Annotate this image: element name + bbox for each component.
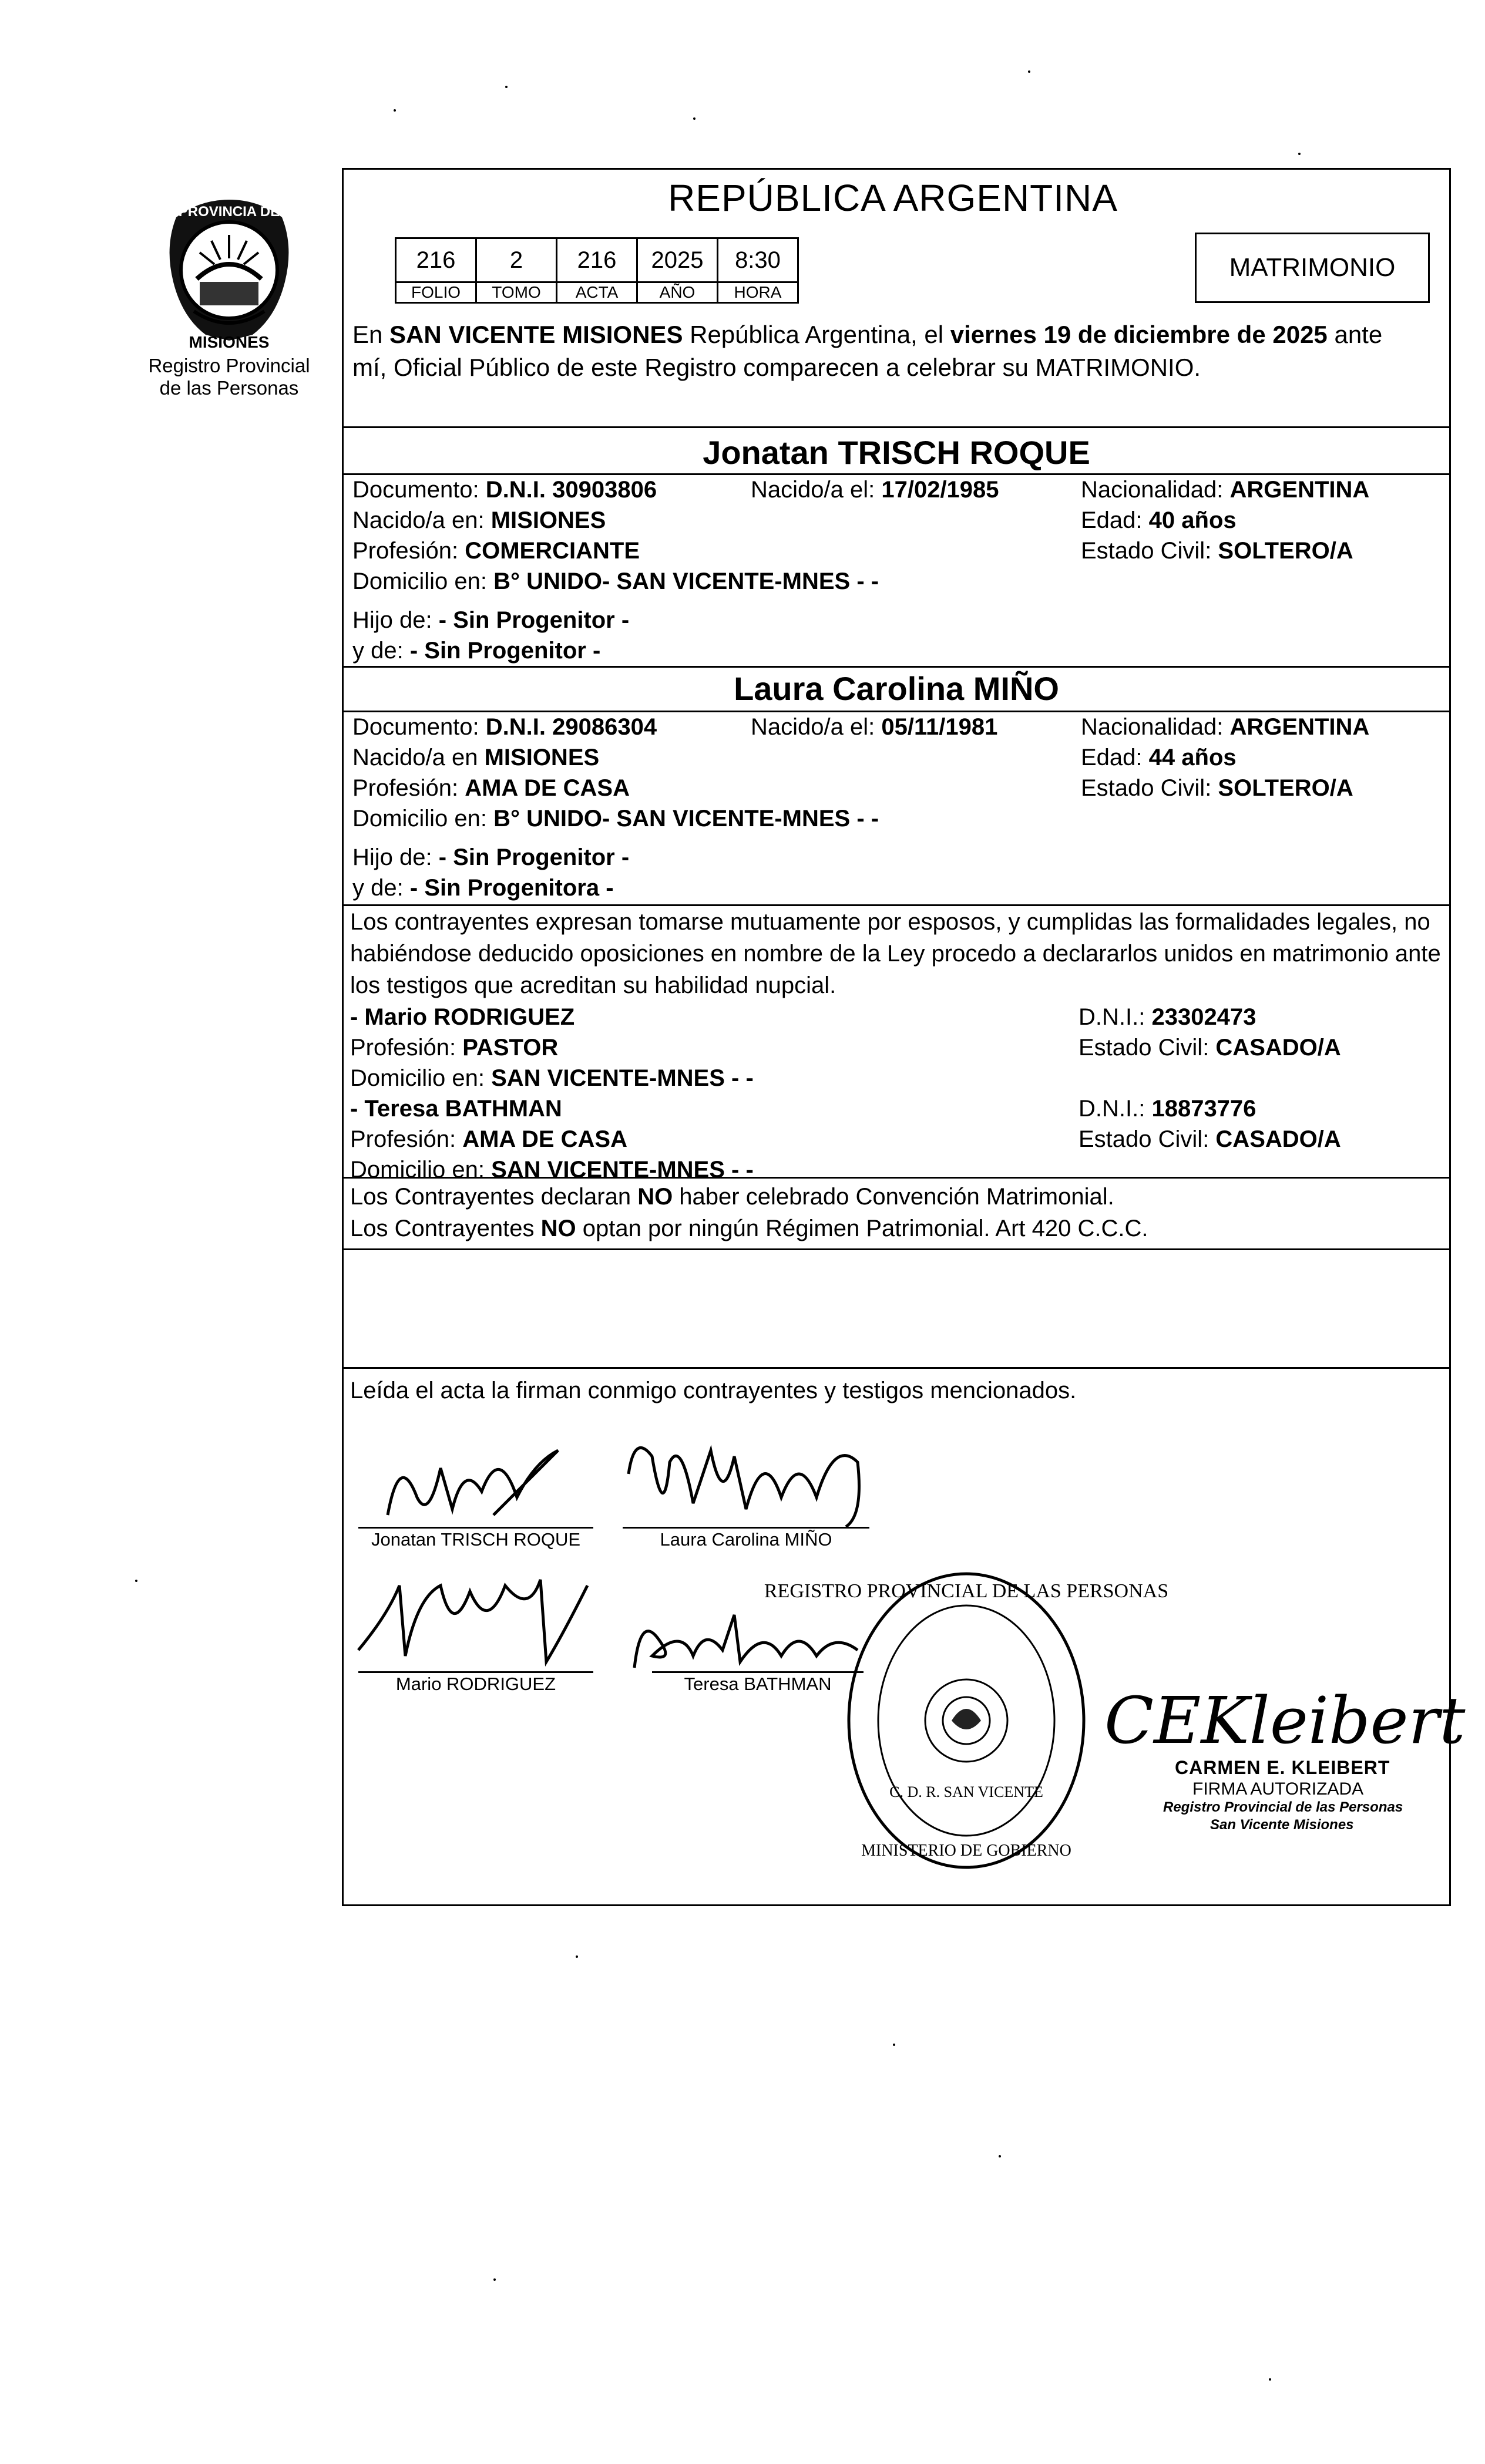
spouse1-nationality [1081,474,1369,505]
label: Estado Civil: [1079,1035,1216,1061]
label: D.N.I.: [1079,1096,1152,1122]
divider [342,1248,1451,1250]
label: y de: [352,875,410,901]
scan-speck [505,86,508,88]
value: D.N.I. 29086304 [485,714,657,740]
seal-text-top: PROVINCIA DE [178,204,280,220]
registry-label-line1: Registro Provincial [148,355,310,376]
value: AMA DE CASA [462,1126,627,1152]
signature-scribble [623,1603,869,1679]
witness1-profession [350,1032,558,1063]
stamp-ring-text: REGISTRO PROVINCIAL DE LAS PERSONAS [764,1580,1169,1602]
province-seal-icon [141,194,317,358]
scan-speck [576,1955,578,1958]
witness1-civil-status [1079,1032,1341,1063]
spouse2-address [352,803,879,834]
witness1-name: - Mario RODRIGUEZ [350,1004,575,1030]
value: SOLTERO/A [1218,538,1353,564]
spouse2-parent1 [352,842,629,873]
label: Edad: [1081,745,1149,770]
declaration-line-1: Los contrayentes expresan tomarse mutuamente por esposos, y cumplidas las formalidades legales, no [350,909,1430,935]
record-table [395,237,799,304]
signature-scribble [364,1427,599,1533]
label: Nacido/a en [352,745,485,770]
intro-line-2: mí, Oficial Público de este Registro comparecen a celebrar su MATRIMONIO. [352,354,1201,381]
anio-value: 2025 [637,238,718,282]
spouse2-parent2 [352,873,614,903]
label: Profesión: [350,1035,463,1061]
official-place: San Vicente Misiones [1210,1817,1354,1833]
divider [342,666,1451,668]
label: Profesión: [350,1126,463,1152]
label: Profesión: [352,775,465,801]
witness2-dni [1079,1093,1256,1124]
value: MISIONES [490,507,606,533]
spouse1-parent1 [352,605,629,635]
anio-label: AÑO [637,282,718,303]
value: AMA DE CASA [465,775,630,801]
witness2-name: - Teresa BATHMAN [350,1096,562,1122]
spouse2-birthplace [352,742,599,773]
label: Nacido/a el: [751,477,882,503]
signature-line [358,1527,593,1529]
value: SAN VICENTE-MNES - - [491,1157,754,1183]
signature-label-bride: Laura Carolina MIÑO [660,1529,832,1550]
signature-line [652,1671,864,1673]
intro-text: En [352,321,390,348]
page-title: REPÚBLICA ARGENTINA [668,177,1118,219]
scan-speck [1298,153,1301,155]
value: 17/02/1985 [881,477,999,503]
signature-scribble [352,1562,611,1679]
spouse2-civil-status [1081,773,1353,803]
acta-label: ACTA [557,282,637,303]
label: Nacido/a el: [751,714,882,740]
value: B° UNIDO- SAN VICENTE-MNES - - [493,568,879,594]
scan-speck [493,2278,496,2281]
text: Los Contrayentes [350,1216,541,1241]
spouse2-age [1081,742,1237,773]
value: CASADO/A [1215,1035,1341,1061]
label: Estado Civil: [1081,775,1218,801]
value: - Sin Progenitora - [409,875,614,901]
tomo-label: TOMO [476,282,557,303]
witness1-dni [1079,1002,1256,1032]
value: PASTOR [462,1035,559,1061]
value: 18873776 [1151,1096,1256,1122]
document-type-box: MATRIMONIO [1195,233,1430,303]
spouse1-birthplace [352,505,606,536]
spouse1-parent2 [352,635,600,666]
value: CASADO/A [1215,1126,1341,1152]
spouse1-age [1081,505,1237,536]
label: Nacionalidad: [1081,714,1230,740]
intro-date: viernes 19 de diciembre de 2025 [950,321,1328,348]
label: Nacido/a en: [352,507,491,533]
closing-text: Leída el acta la firman conmigo contrayentes y testigos mencionados. [350,1378,1077,1403]
spouse2-profession [352,773,630,803]
value: D.N.I. 30903806 [485,477,657,503]
official-org: Registro Provincial de las Personas [1163,1799,1403,1815]
signature-line [358,1671,593,1673]
label: Estado Civil: [1079,1126,1216,1152]
value: ARGENTINA [1229,714,1370,740]
declaration-line-3: los testigos que acreditan su habilidad nupcial. [350,972,836,998]
intro-text: ante [1327,321,1383,348]
signature-label-witness1: Mario RODRIGUEZ [395,1674,556,1694]
spouse1-birth-date [751,474,999,505]
value: - Sin Progenitor - [438,844,630,870]
signature-scribble [611,1427,881,1533]
registry-label [123,355,335,399]
spouse1-name: Jonatan TRISCH ROQUE [703,434,1090,471]
label: Edad: [1081,507,1149,533]
seal-text-bottom: MISIONES [189,333,270,351]
label: Nacionalidad: [1081,477,1230,503]
stamp-inner-text: C. D. R. SAN VICENTE [889,1783,1043,1800]
spouse2-birth-date [751,712,997,742]
intro-place: SAN VICENTE MISIONES [389,321,683,348]
spouse1-address [352,566,879,597]
label: Domicilio en: [352,568,494,594]
witness2-civil-status [1079,1124,1341,1154]
scan-speck [893,2044,895,2046]
value: MISIONES [484,745,600,770]
value: - Sin Progenitor - [409,638,601,664]
label: Documento: [352,477,486,503]
regime-line-2 [350,1213,1148,1244]
divider [342,904,1451,906]
text: haber celebrado Convención Matrimonial. [673,1184,1114,1210]
value: SOLTERO/A [1218,775,1353,801]
hora-value: 8:30 [718,238,798,282]
label: Domicilio en: [350,1065,492,1091]
value: 05/11/1981 [881,714,998,740]
label: Hijo de: [352,607,439,633]
acta-value: 216 [557,238,637,282]
witness1-address [350,1063,754,1093]
value: 44 años [1148,745,1237,770]
official-role: FIRMA AUTORIZADA [1192,1779,1364,1799]
spouse1-civil-status [1081,536,1353,566]
scan-speck [394,109,396,112]
text: Los Contrayentes declaran [350,1184,638,1210]
value: B° UNIDO- SAN VICENTE-MNES - - [493,806,879,832]
spouse2-nationality [1081,712,1369,742]
label: y de: [352,638,410,664]
value: ARGENTINA [1229,477,1370,503]
spouse2-name: Laura Carolina MIÑO [734,670,1059,707]
folio-label: FOLIO [396,282,476,303]
text: NO [540,1216,576,1241]
witness2-address [350,1154,754,1185]
spouse1-profession [352,536,640,566]
official-stamp-icon [764,1562,1169,1879]
label: Domicilio en: [352,806,494,832]
regime-line-1 [350,1181,1114,1212]
scan-speck [135,1580,137,1582]
label: Hijo de: [352,844,439,870]
hora-label: HORA [718,282,798,303]
witness2-profession [350,1124,627,1154]
label: D.N.I.: [1079,1004,1152,1030]
signature-line [623,1527,869,1529]
scan-speck [693,117,696,120]
value: - Sin Progenitor - [438,607,630,633]
label: Domicilio en: [350,1157,492,1183]
tomo-value: 2 [476,238,557,282]
scan-speck [1028,70,1030,73]
intro-line-1 [352,319,1382,350]
text: NO [637,1184,673,1210]
label: Estado Civil: [1081,538,1218,564]
stamp-bottom-text: MINISTERIO DE GOBIERNO [861,1842,1071,1860]
value: 40 años [1148,507,1237,533]
signature-label-groom: Jonatan TRISCH ROQUE [371,1529,581,1550]
declaration-line-2: habiéndose deducido oposiciones en nombre de la Ley procedo a declararlos unidos en matrimonio ante [350,941,1441,967]
text: optan por ningún Régimen Patrimonial. Art 420 C.C.C. [576,1216,1148,1241]
scan-speck [999,2155,1001,2157]
value: COMERCIANTE [465,538,640,564]
signature-label-witness2: Teresa BATHMAN [684,1674,832,1694]
divider [342,1367,1451,1369]
intro-text: República Argentina, el [683,321,950,348]
spouse2-document [352,712,657,742]
value: 23302473 [1151,1004,1256,1030]
scan-speck [1269,2378,1271,2381]
label: Profesión: [352,538,465,564]
spouse1-document [352,474,657,505]
registry-label-line2: de las Personas [159,377,299,399]
divider [342,426,1451,428]
folio-value: 216 [396,238,476,282]
value: SAN VICENTE-MNES - - [491,1065,754,1091]
label: Documento: [352,714,486,740]
official-signature: CEKleibert [1104,1683,1466,1758]
official-name: CARMEN E. KLEIBERT [1175,1757,1390,1778]
